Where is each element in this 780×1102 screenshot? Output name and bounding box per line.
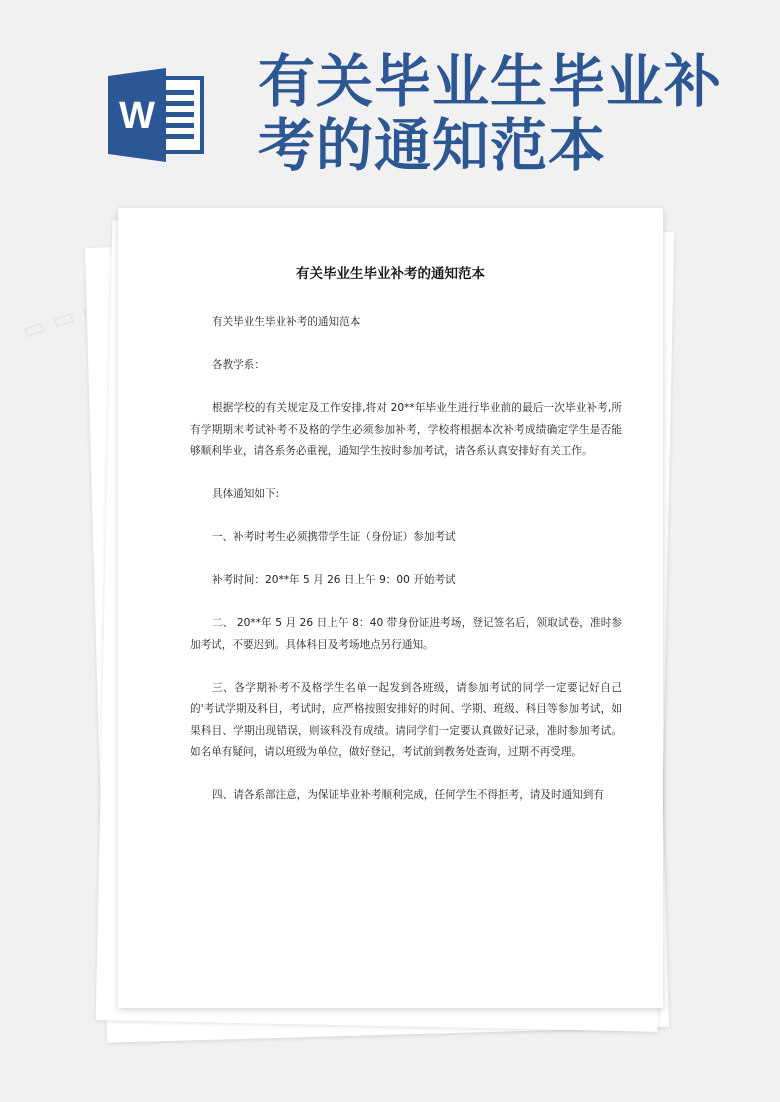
watermark: ▭ ▭ ▭ ▭ (18, 282, 138, 346)
svg-text:W: W (119, 95, 155, 137)
paragraph: 补考时间：20**年 5 月 26 日上午 9：00 开始考试 (212, 574, 456, 586)
paragraph: 三、各学期补考不及格学生名单一起发到各班级，请参加考试的同学一定要记好自己的'考试学期及科目，考试时，应严格按照安排好的时间、学期、班级、科目等参加考试，如果科目、学期出现错误，则该科没有成绩。请同学们一定要认真做好记录，准时参加考试。如名单有疑问，请以班级为单位，做好登记，考试前到教务处查询，过期不再受理。 (190, 681, 622, 758)
paragraph: 各教学系： (212, 359, 265, 371)
paragraph: 一、补考时考生必须携带学生证（身份证）参加考试 (212, 531, 456, 543)
document-body (190, 312, 622, 828)
document-page (118, 208, 663, 1008)
paragraph: 二、 20**年 5 月 26 日上午 8：40 带身份证进考场，登记签名后，领取试卷，准时参加考试，不要迟到。具体科目及考场地点另行通知。 (190, 617, 622, 651)
word-icon (108, 68, 208, 162)
document-title: 有关毕业生毕业补考的通知范本 (296, 266, 485, 282)
paragraph: 具体通知如下: (212, 488, 280, 500)
banner-title: 有关毕业生毕业补考的通知范本 (258, 48, 722, 179)
paragraph: 根据学校的有关规定及工作安排,将对 20**年毕业生进行毕业前的最后一次毕业补考,所有学期期末考试补考不及格的学生必须参加补考，学校将根据本次补考成绩确定学生是否能够顺利毕业，请各系务必重视，通知学生按时参加考试，请各系认真安排好有关工作。 (190, 402, 622, 457)
paragraph: 有关毕业生毕业补考的通知范本 (212, 316, 361, 328)
paragraph: 四、请各系部注意，为保证毕业补考顺利完成，任何学生不得拒考，请及时通知到有 (212, 789, 604, 801)
